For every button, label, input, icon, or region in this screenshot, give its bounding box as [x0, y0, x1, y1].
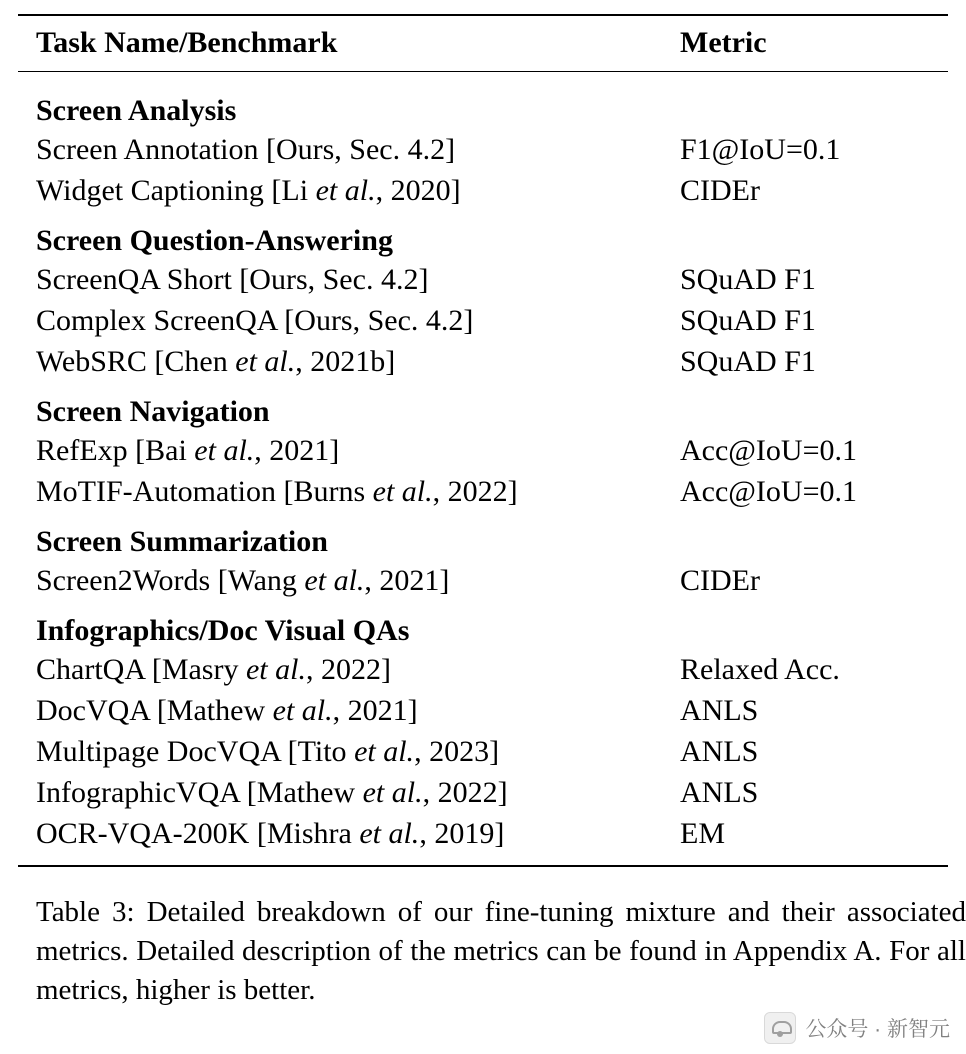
table-row [18, 259, 948, 300]
group-header-row [18, 81, 948, 129]
column-header-task: Task Name/Benchmark [36, 26, 338, 59]
table-row [18, 471, 948, 512]
group-title-screen-navigation: Screen Navigation [36, 395, 270, 428]
task-name-cell [18, 731, 678, 772]
table-row [18, 129, 948, 170]
task-name-tail: , 2022] [422, 776, 508, 809]
wechat-logo-icon [764, 1012, 796, 1044]
metric-cell: ANLS [680, 776, 759, 809]
task-name-tail: , 2021] [364, 564, 450, 597]
task-name-text: Complex ScreenQA [Ours, Sec. 4.2] [36, 304, 474, 337]
table-row [18, 170, 948, 211]
task-name-cell [18, 471, 678, 512]
table-row [18, 690, 948, 731]
metric-cell: Relaxed Acc. [680, 653, 840, 686]
task-name-tail: , 2021b] [295, 345, 396, 378]
task-name-italic: et al. [235, 345, 296, 378]
task-name-tail: , 2020] [375, 174, 461, 207]
task-name-cell [18, 430, 678, 471]
task-name-cell [18, 129, 678, 170]
table-row [18, 300, 948, 341]
table-bottom-rule [18, 865, 948, 867]
metric-cell: EM [680, 817, 725, 850]
task-name-cell [18, 690, 678, 731]
metric-cell: ANLS [680, 735, 759, 768]
task-name-italic: et al. [304, 564, 365, 597]
task-name-cell [18, 259, 678, 300]
group-header-row [18, 382, 948, 430]
metric-cell: Acc@IoU=0.1 [680, 434, 857, 467]
metric-cell: F1@IoU=0.1 [680, 133, 841, 166]
caption-text: Detailed breakdown of our fine-tuning mixture and their associated metrics. Detailed description of the metrics can be found in Appendix A. For all metrics, higher is better. [36, 896, 966, 1006]
task-name-italic: et al. [272, 694, 333, 727]
table-row [18, 341, 948, 382]
table-row [18, 731, 948, 772]
table-row [18, 430, 948, 471]
task-name-text: WebSRC [Chen [36, 345, 236, 378]
table-body [18, 14, 948, 867]
task-name-italic: et al. [372, 475, 433, 508]
metric-cell: SQuAD F1 [680, 263, 816, 296]
task-name-cell [18, 560, 678, 601]
task-name-cell [18, 649, 678, 690]
spacer-row [18, 72, 948, 81]
task-name-italic: et al. [362, 776, 423, 809]
rule-line [18, 865, 948, 867]
group-header-row [18, 512, 948, 560]
task-name-text: Screen Annotation [Ours, Sec. 4.2] [36, 133, 456, 166]
table-row [18, 560, 948, 601]
task-name-text: InfographicVQA [Mathew [36, 776, 363, 809]
caption-label: Table 3: [36, 896, 135, 928]
metric-cell: SQuAD F1 [680, 304, 816, 337]
group-title-screen-question-answering: Screen Question-Answering [36, 224, 393, 257]
task-name-italic: et al. [245, 653, 306, 686]
watermark-text: 公众号 · 新智元 [805, 1018, 950, 1041]
task-name-tail: , 2023] [414, 735, 500, 768]
group-title-screen-analysis: Screen Analysis [36, 94, 237, 127]
task-name-text: Widget Captioning [Li [36, 174, 316, 207]
task-name-cell [18, 772, 678, 813]
metric-cell: ANLS [680, 694, 759, 727]
metric-cell: Acc@IoU=0.1 [680, 475, 857, 508]
task-name-cell [18, 813, 678, 854]
task-name-tail: , 2021] [254, 434, 340, 467]
spacer-row [18, 854, 948, 865]
benchmark-table [18, 14, 948, 867]
task-name-cell [18, 341, 678, 382]
task-name-italic: et al. [354, 735, 415, 768]
task-name-tail: , 2022] [305, 653, 391, 686]
group-header-row [18, 601, 948, 649]
metric-cell: CIDEr [680, 564, 760, 597]
task-name-tail: , 2019] [419, 817, 505, 850]
watermark [764, 1012, 950, 1044]
group-title-infographics-doc-visual-qas: Infographics/Doc Visual QAs [36, 614, 410, 647]
task-name-italic: et al. [194, 434, 255, 467]
table-caption [36, 893, 966, 1010]
task-name-italic: et al. [315, 174, 376, 207]
task-name-text: Multipage DocVQA [Tito [36, 735, 355, 768]
task-name-text: MoTIF-Automation [Burns [36, 475, 373, 508]
task-name-text: DocVQA [Mathew [36, 694, 273, 727]
task-name-tail: , 2021] [332, 694, 418, 727]
metric-cell: SQuAD F1 [680, 345, 816, 378]
metric-cell: CIDEr [680, 174, 760, 207]
table-row [18, 649, 948, 690]
task-name-text: Screen2Words [Wang [36, 564, 305, 597]
table-row [18, 813, 948, 854]
task-name-cell [18, 300, 678, 341]
task-name-text: OCR-VQA-200K [Mishra [36, 817, 360, 850]
table-header-row [18, 16, 948, 71]
task-name-tail: , 2022] [432, 475, 518, 508]
task-name-text: RefExp [Bai [36, 434, 195, 467]
table-row [18, 772, 948, 813]
group-title-screen-summarization: Screen Summarization [36, 525, 328, 558]
task-name-text: ScreenQA Short [Ours, Sec. 4.2] [36, 263, 429, 296]
column-header-metric: Metric [680, 26, 767, 59]
group-header-row [18, 211, 948, 259]
task-name-cell [18, 170, 678, 211]
task-name-text: ChartQA [Masry [36, 653, 246, 686]
task-name-italic: et al. [359, 817, 420, 850]
